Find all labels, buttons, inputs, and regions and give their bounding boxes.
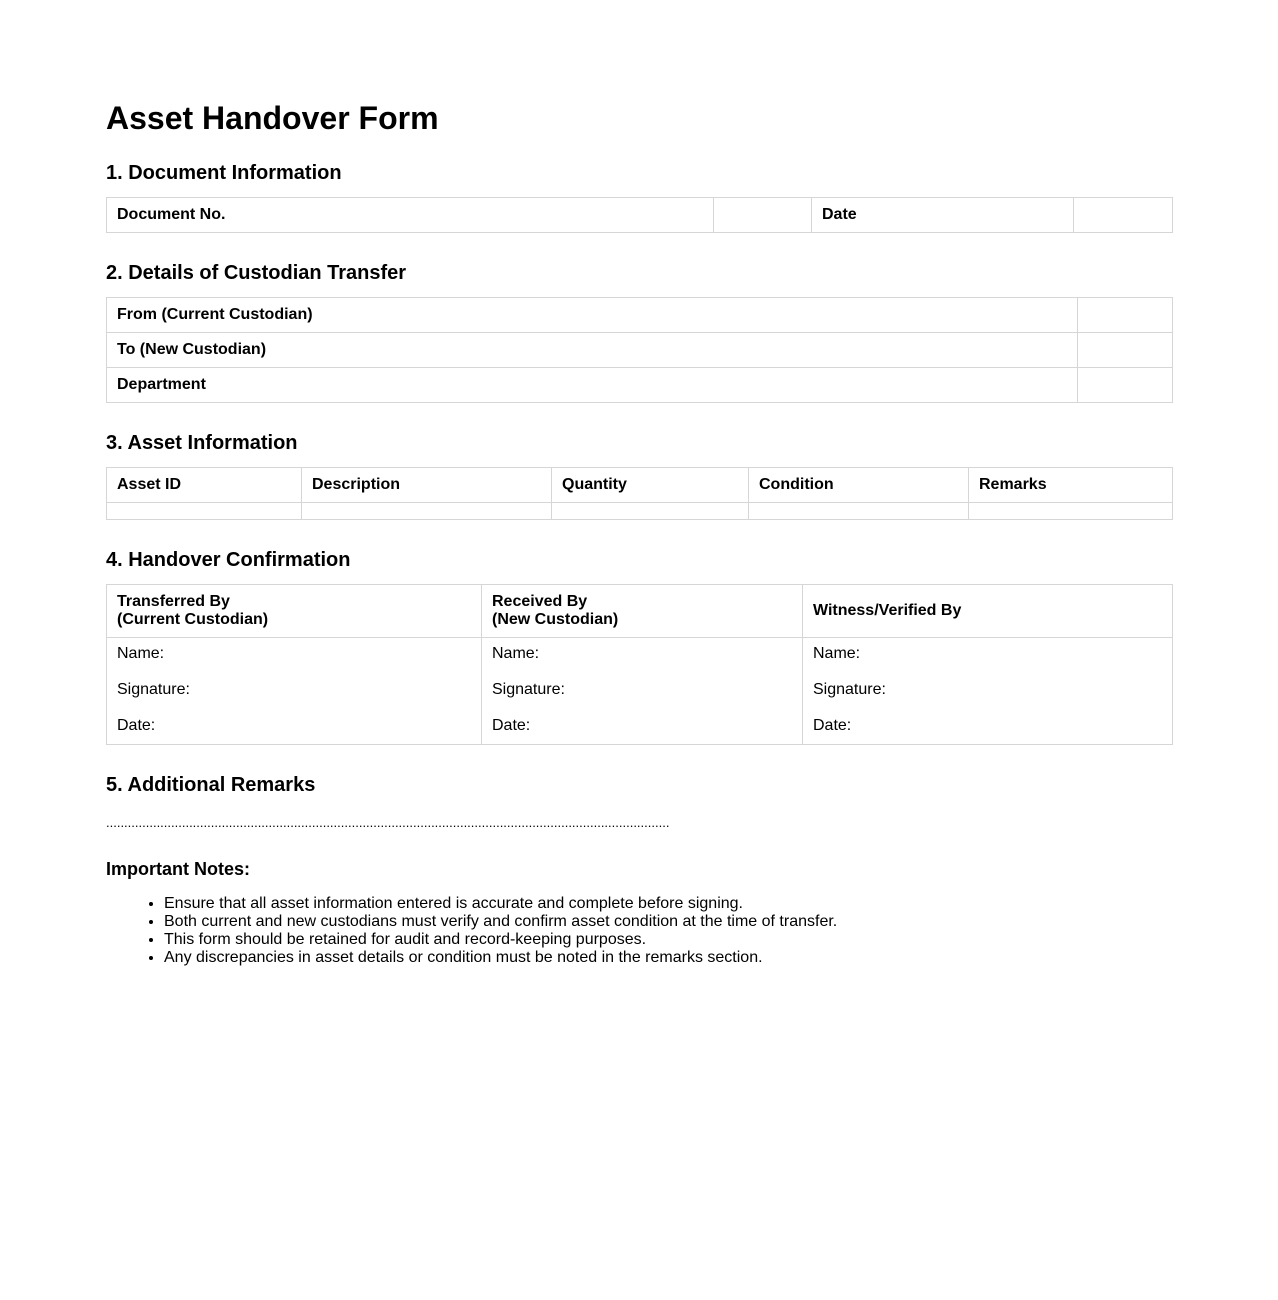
condition-cell[interactable] — [749, 503, 969, 520]
signature-label: Signature: — [492, 681, 565, 698]
notes-list — [106, 895, 837, 967]
date-label: Date: — [117, 717, 156, 734]
column-header-description: Description — [302, 468, 552, 503]
quantity-cell[interactable] — [552, 503, 749, 520]
department-field[interactable] — [1078, 368, 1173, 403]
document-no-label: Document No. — [107, 198, 714, 233]
notes-title: Important Notes: — [106, 859, 250, 879]
list-item: • Ensure that all asset information entered is accurate and complete before signing. — [164, 895, 837, 913]
transferred-by-header — [107, 585, 482, 638]
remarks-dotted-line[interactable]: ............................................................................................................................................................ — [106, 815, 670, 830]
to-custodian-field[interactable] — [1078, 333, 1173, 368]
transferred-by-fields[interactable] — [107, 638, 482, 745]
witness-header — [803, 585, 1173, 638]
table-row — [107, 503, 1173, 520]
remarks-cell[interactable] — [969, 503, 1173, 520]
section-heading-remarks: 5. Additional Remarks — [106, 774, 316, 796]
section-heading-document-info: 1. Document Information — [106, 162, 342, 184]
page-title: Asset Handover Form — [106, 100, 439, 136]
confirmation-table — [106, 584, 1173, 745]
to-custodian-label: To (New Custodian) — [107, 333, 1078, 368]
received-by-fields[interactable] — [482, 638, 803, 745]
list-item: • Both current and new custodians must verify and confirm asset condition at the time of transfer. — [164, 913, 837, 931]
date-label: Date — [812, 198, 1074, 233]
description-cell[interactable] — [302, 503, 552, 520]
asset-info-table — [106, 467, 1173, 520]
column-header-condition: Condition — [749, 468, 969, 503]
custodian-table — [106, 297, 1173, 403]
column-header-remarks: Remarks — [969, 468, 1173, 503]
asset-id-cell[interactable] — [107, 503, 302, 520]
list-item: • Any discrepancies in asset details or condition must be noted in the remarks section. — [164, 949, 837, 967]
name-label: Name: — [813, 645, 861, 662]
date-field[interactable] — [1074, 198, 1173, 233]
name-label: Name: — [117, 645, 165, 662]
date-label: Date: — [492, 717, 531, 734]
date-label: Date: — [813, 717, 852, 734]
received-by-header — [482, 585, 803, 638]
received-by-title: Received By — [492, 593, 588, 610]
from-custodian-label: From (Current Custodian) — [107, 298, 1078, 333]
transferred-by-title: Transferred By — [117, 593, 230, 610]
section-heading-custodian: 2. Details of Custodian Transfer — [106, 262, 407, 284]
section-heading-asset-info: 3. Asset Information — [106, 432, 298, 454]
column-header-quantity: Quantity — [552, 468, 749, 503]
signature-label: Signature: — [117, 681, 190, 698]
document-info-table — [106, 197, 1173, 233]
department-label: Department — [107, 368, 1078, 403]
witness-title: Witness/Verified By — [813, 602, 962, 619]
signature-label: Signature: — [813, 681, 886, 698]
section-heading-confirmation: 4. Handover Confirmation — [106, 549, 351, 571]
name-label: Name: — [492, 645, 540, 662]
from-custodian-field[interactable] — [1078, 298, 1173, 333]
witness-fields[interactable] — [803, 638, 1173, 745]
document-no-field[interactable] — [714, 198, 812, 233]
column-header-asset-id: Asset ID — [107, 468, 302, 503]
transferred-by-subtitle: (Current Custodian) — [117, 611, 269, 628]
list-item: • This form should be retained for audit and record-keeping purposes. — [164, 931, 837, 949]
received-by-subtitle: (New Custodian) — [492, 611, 619, 628]
